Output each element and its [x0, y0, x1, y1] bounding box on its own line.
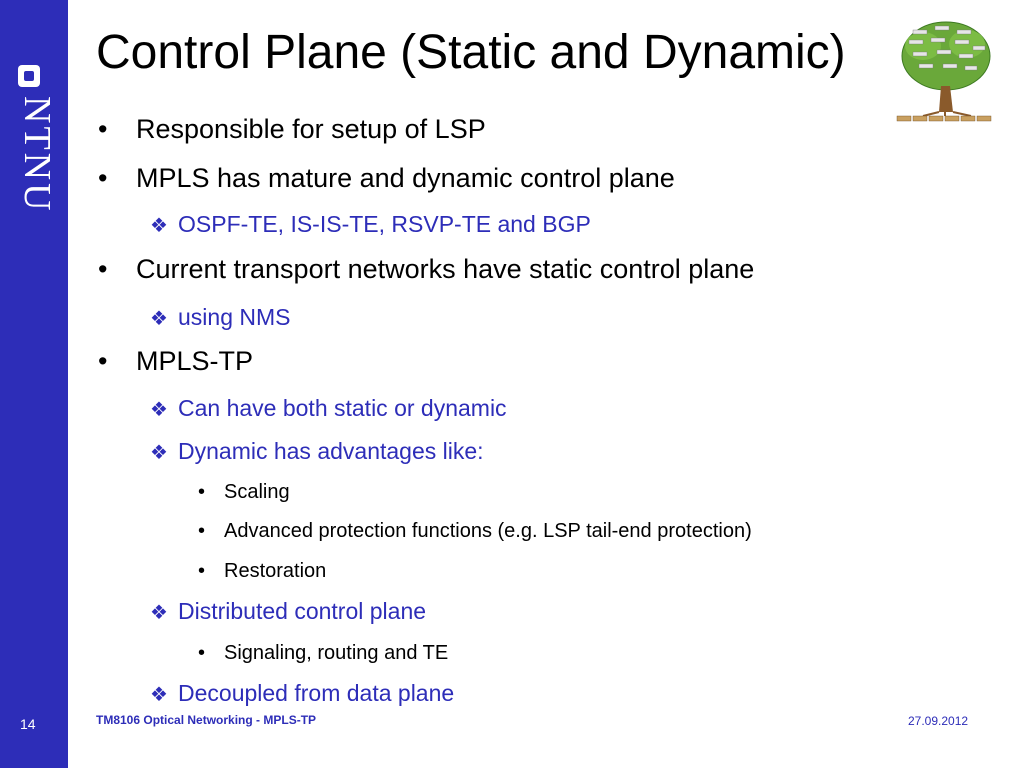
- sub-bullet-item: [150, 438, 484, 465]
- sub-bullet-item: [150, 211, 591, 238]
- sub-bullet-text: Decoupled from data plane: [178, 680, 455, 706]
- bullet-item: [98, 114, 486, 145]
- sub-bullet-item: [150, 304, 290, 331]
- bullet-dot-icon: •: [98, 114, 108, 144]
- bullet-dot-icon: •: [198, 560, 206, 582]
- sub-sub-bullet-text: Restoration: [224, 560, 327, 582]
- sub-bullet-item: [150, 598, 426, 625]
- sub-bullet-item: [150, 680, 454, 707]
- bullet-dot-icon: •: [98, 163, 108, 193]
- footer-date: 27.09.2012: [908, 714, 969, 728]
- sub-sub-bullet-item: [198, 481, 290, 504]
- slide-number: 14: [20, 716, 36, 732]
- bullet-dot-icon: •: [198, 642, 206, 664]
- diamond-cluster-bullet-icon: ❖: [150, 399, 168, 421]
- bullet-item: [98, 254, 754, 285]
- diamond-cluster-bullet-icon: ❖: [150, 684, 168, 706]
- sub-bullet-text: Can have both static or dynamic: [178, 395, 507, 421]
- slide-title: Control Plane (Static and Dynamic): [96, 26, 846, 79]
- diamond-cluster-bullet-icon: ❖: [150, 602, 168, 624]
- ntnu-logo-text: NTNU: [16, 96, 58, 214]
- sub-bullet-text: Distributed control plane: [178, 598, 427, 624]
- bullet-text: MPLS has mature and dynamic control plane: [136, 163, 675, 193]
- footer-course-title: TM8106 Optical Networking - MPLS-TP: [96, 713, 317, 727]
- sub-bullet-item: [150, 395, 507, 422]
- diamond-cluster-bullet-icon: ❖: [150, 215, 168, 237]
- sub-bullet-text: Dynamic has advantages like:: [178, 438, 484, 464]
- sub-sub-bullet-text: Signaling, routing and TE: [224, 642, 449, 664]
- diamond-cluster-bullet-icon: ❖: [150, 442, 168, 464]
- sub-sub-bullet-item: [198, 560, 326, 583]
- bullet-item: [98, 346, 253, 377]
- diamond-cluster-bullet-icon: ❖: [150, 308, 168, 330]
- bullet-dot-icon: •: [198, 520, 206, 542]
- sub-sub-bullet-item: [198, 642, 448, 665]
- bullet-text: MPLS-TP: [136, 346, 254, 376]
- sub-sub-bullet-item: [198, 520, 752, 543]
- bullet-dot-icon: •: [198, 481, 206, 503]
- bullet-text: Current transport networks have static control plane: [136, 254, 755, 284]
- sub-bullet-text: using NMS: [178, 304, 291, 330]
- bullet-dot-icon: •: [98, 254, 108, 284]
- sub-sub-bullet-text: Advanced protection functions (e.g. LSP tail-end protection): [224, 520, 752, 542]
- bullet-item: [98, 163, 675, 194]
- bullet-dot-icon: •: [98, 346, 108, 376]
- bullet-text: Responsible for setup of LSP: [136, 114, 486, 144]
- sub-sub-bullet-text: Scaling: [224, 481, 290, 503]
- sub-bullet-text: OSPF-TE, IS-IS-TE, RSVP-TE and BGP: [178, 211, 591, 237]
